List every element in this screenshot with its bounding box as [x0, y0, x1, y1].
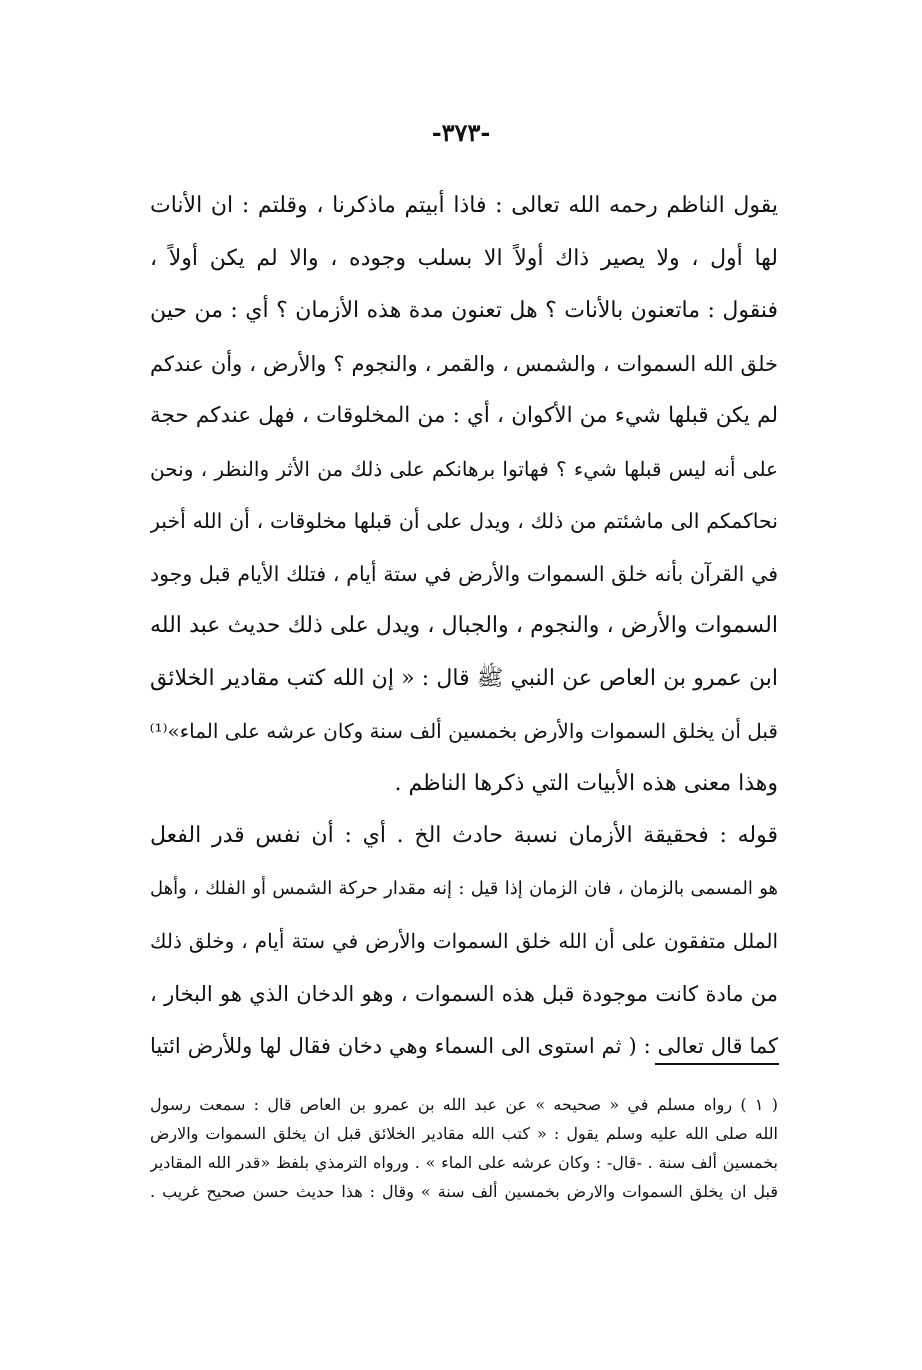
text-line: السموات والأرض ، والنجوم ، والجبال ، ويدل على ذلك حديث عبد الله [150, 613, 778, 638]
footnote-separator [655, 1063, 779, 1065]
text-line: لها أول ، ولا يصير ذاك أولاً الا بسلب وجوده ، والا لم يكن أولاً ، [150, 245, 778, 271]
text-line: خلق الله السموات ، والشمس ، والقمر ، والنجوم ؟ والأرض ، وأن عندكم [150, 351, 778, 376]
text-line: كما قال تعالى : ( ثم استوى الى السماء وهي دخان فقال لها وللأرض ائتيا [150, 1034, 778, 1058]
page-number: -٣٧٣- [431, 118, 491, 147]
text-line: يقول الناظم رحمه الله تعالى : فاذا أبيتم ماذكرنا ، وقلتم : ان الأنات [150, 193, 778, 218]
footnotes [150, 1090, 778, 1206]
footnote-line: ( ١ ) رواه مسلم في « صحيحه » عن عبد الله بن عمرو بن العاص قال : سمعت رسول [150, 1095, 778, 1114]
text-line: لم يكن قبلها شيء من الأكوان ، أي : من المخلوقات ، فهل عندكم حجة [150, 403, 778, 428]
text-line: الملل متفقون على أن الله خلق السموات والأرض في ستة أيام ، وخلق ذلك [150, 929, 778, 953]
text-line: قبل أن يخلق السموات والأرض بخمسين ألف سنة وكان عرشه على الماء»⁽¹⁾ [150, 719, 778, 743]
text-line: ابن عمرو بن العاص عن النبي ﷺ قال : « إن الله كتب مقادير الخلائق [150, 665, 778, 691]
footnote-line: قبل ان يخلق السموات والارض بخمسين ألف سنة » وقال : هذا حديث حسن صحيح غريب . [150, 1182, 778, 1201]
text-line: قوله : فحقيقة الأزمان نسبة حادث الخ . أي : أن نفس قدر الفعل [150, 823, 778, 848]
footnote-line: الله صلى الله عليه وسلم يقول : « كتب الله مقادير الخلائق قبل ان يخلق السموات والارض [150, 1124, 778, 1143]
text-line: فنقول : ماتعنون بالأنات ؟ هل تعنون مدة هذه الأزمان ؟ أي : من حين [150, 298, 778, 323]
text-line: هو المسمى بالزمان ، فان الزمان إذا قيل : إنه مقدار حركة الشمس أو الفلك ، وأهل [150, 877, 778, 899]
text-line: من مادة كانت موجودة قبل هذه السموات ، وهو الدخان الذي هو البخار ، [150, 981, 778, 1006]
text-line: على أنه ليس قبلها شيء ؟ فهاتوا برهانكم على ذلك من الأثر والنظر ، ونحن [150, 456, 778, 481]
text-line: في القرآن بأنه خلق السموات والأرض في ستة أيام ، فتلك الأيام قبل وجود [150, 561, 778, 586]
footnote-line: بخمسين ألف سنة . -قال- : وكان عرشه على الماء » . ورواه الترمذي بلفظ «قدر الله المقادير [150, 1153, 778, 1172]
main-text [150, 180, 778, 1073]
text-line: وهذا معنى هذه الأبيات التي ذكرها الناظم . [394, 770, 778, 796]
text-line: نحاكمكم الى ماشئتم من ذلك ، ويدل على أن قبلها مخلوقات ، أن الله أخبر [150, 509, 778, 533]
